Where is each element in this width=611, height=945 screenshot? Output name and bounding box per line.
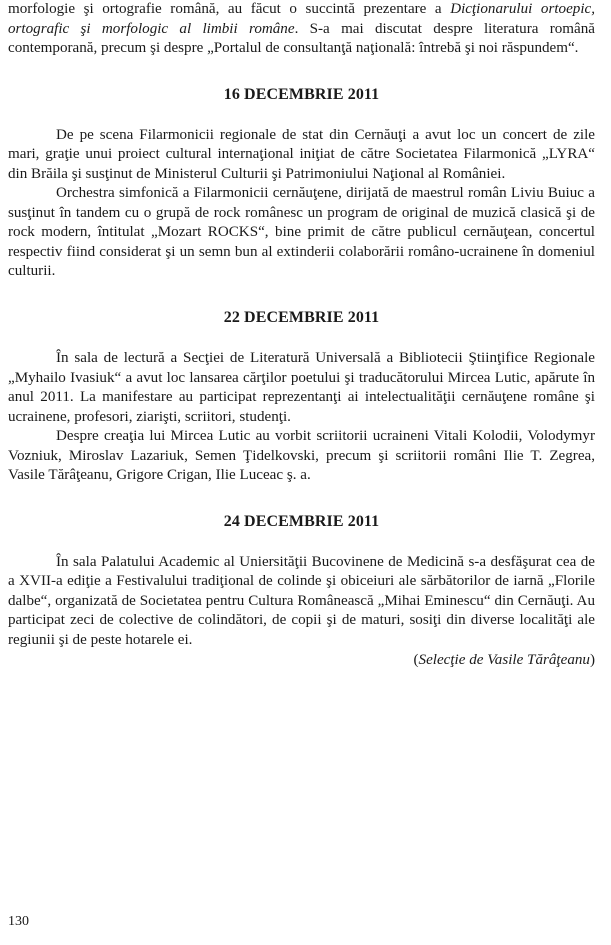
section-heading-22-december: 22 DECEMBRIE 2011 bbox=[223, 309, 380, 327]
paragraph-book-launch: În sala de lectură a Secţiei de Literatură Universală a Bibliotecii Ştiinţifice Regionale „Myhailo Ivasiuk“ a avut loc lansarea cărţilor poetului şi traducătorului Mircea Lutic, apărute în anul 2011. La manifestare au participat reprezentanţi ai intelectualităţii cernăuţene române şi ucrainene, profesori, ziarişti, scriitori, studenţi. bbox=[8, 350, 595, 425]
paragraph-speakers: Despre creaţia lui Mircea Lutic au vorbit scriitorii ucraineni Vitali Kolodii, Volodymyr Vozniuk, Miroslav Lazariuk, Semen Ţidelkovski, precum şi scriitorii români Ilie T. Zegrea, Vasile Tărâţeanu, Grigore Crigan, Ilie Luceac ş. a. bbox=[8, 428, 595, 484]
dictionary-title: Dicţionarului ortoepic, ortografic şi morfologic al limbii române bbox=[8, 1, 595, 37]
paragraph-philharmonic-concert: De pe scena Filarmonicii regionale de stat din Cernăuţi a avut loc un concert de zile mari, graţie unui proiect cultural internaţional iniţiat de către Societatea Filarmonică „LYRA“ din Brăila şi susţinut de Ministerul Culturii şi Patrimoniului Naţional al României. bbox=[8, 126, 595, 182]
intro-text-end: . S-a mai discutat despre literatura română contemporană, precum şi despre „Portalul de consultanţă naţională: întrebă şi noi răspundem“. bbox=[8, 20, 595, 57]
intro-text-start: morfologie şi ortografie română, au făcut o succintă prezentare a bbox=[8, 1, 451, 17]
selection-signature: (Selecţie de Vasile Tărâţeanu) bbox=[413, 651, 595, 668]
page-number: 130 bbox=[8, 914, 29, 929]
paragraph-mozart-rocks: Orchestra simfonică a Filarmonicii cernăuţene, dirijată de maestrul român Liviu Buiuc a susţinut în tandem cu o grupă de rock românesc un program de original de muzică clasică şi de rock modern, întitulat „Mozart ROCKS“, bine primit de către publicul cernăuţean, concertul respectiv fiind considerat şi un semn bun al extinderii colaborării româno-ucrainene în domeniul culturii. bbox=[8, 185, 595, 280]
section-heading-16-december: 16 DECEMBRIE 2011 bbox=[223, 85, 380, 103]
signature-text: Selecţie de Vasile Tărâţeanu bbox=[418, 651, 590, 668]
paragraph-carol-festival: În sala Palatului Academic al Uniersităţii Bucovinene de Medicină s-a desfăşurat cea de a XVII-a ediţie a Festivalului tradiţional de colinde şi obiceiuri ale sărbătorilor de iarnă „Florile dalbe“, organizată de Societatea pentru Cultura Românească „Mihai Eminescu“ din Cernăuţi. Au participat zeci de colective de colindători, de copii şi de maturi, sosiţi din diverse localităţi ale regiunii şi de peste hotarele ei. bbox=[8, 553, 595, 649]
page-content bbox=[8, 0, 595, 670]
intro-paragraph bbox=[8, 0, 595, 59]
section-heading-24-december: 24 DECEMBRIE 2011 bbox=[223, 512, 380, 530]
